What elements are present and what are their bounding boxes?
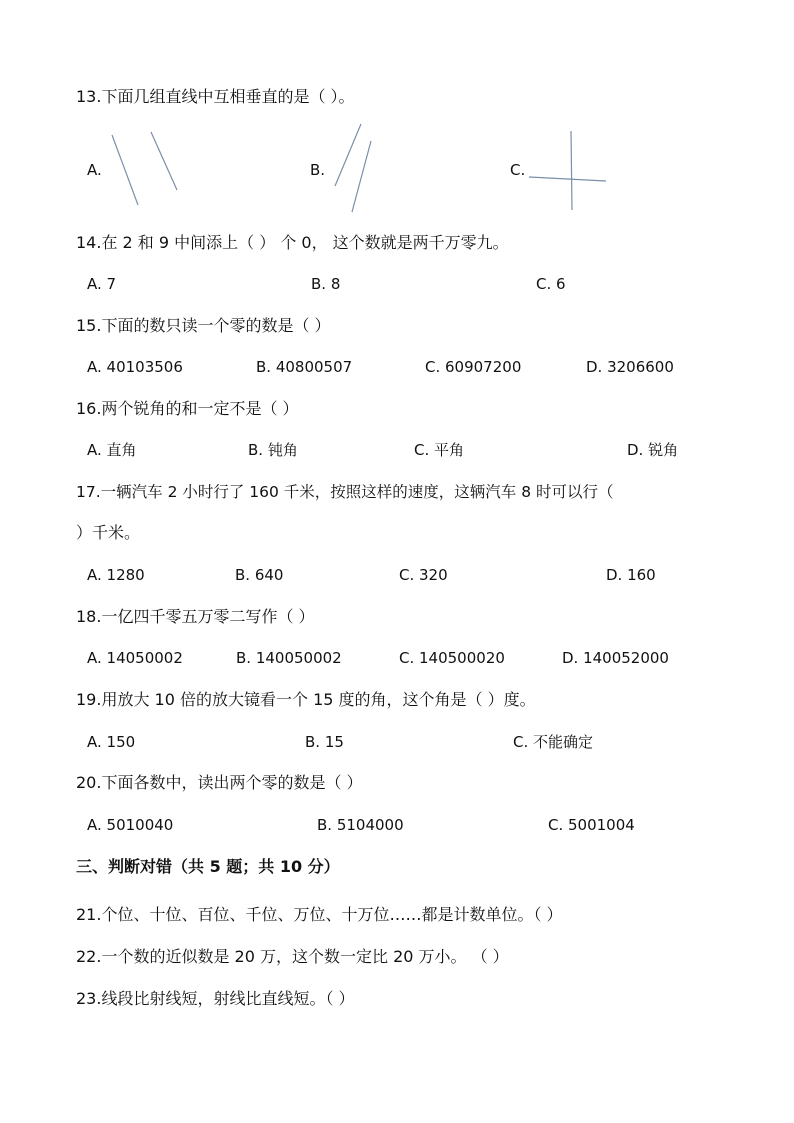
question-20-option-b: B. 5104000	[317, 816, 404, 834]
question-14-option-a: A. 7	[87, 275, 117, 293]
question-16-option-b: B. 钝角	[248, 441, 298, 459]
question-19-option-b: B. 15	[305, 733, 344, 751]
question-20-text: 20.下面各数中，读出两个零的数是（ ）	[76, 773, 363, 792]
question-13-text: 13.下面几组直线中互相垂直的是（ ）。	[76, 87, 355, 106]
question-14-option-c: C. 6	[536, 275, 566, 293]
question-13-option-b: B.	[310, 161, 326, 179]
question-18-option-c: C. 140500020	[399, 649, 505, 667]
judgment-21-text: 21.个位、十位、百位、千位、万位、十万位……都是计数单位。（ ）	[76, 905, 563, 924]
question-17-option-a: A. 1280	[87, 566, 145, 584]
question-18-text: 18.一亿四千零五万零二写作（ ）	[76, 607, 315, 626]
question-15-option-b: B. 40800507	[256, 358, 353, 376]
question-17-option-c: C. 320	[399, 566, 448, 584]
judgment-23-text: 23.线段比射线短，射线比直线短。（ ）	[76, 989, 355, 1008]
question-20-option-a: A. 5010040	[87, 816, 174, 834]
parallel-lines-figure-a	[105, 125, 185, 210]
question-19-option-a: A. 150	[87, 733, 136, 751]
question-19-text: 19.用放大 10 倍的放大镜看一个 15 度的角，这个角是（ ）度。	[76, 690, 536, 709]
question-16-text: 16.两个锐角的和一定不是（ ）	[76, 399, 299, 418]
question-15-option-c: C. 60907200	[425, 358, 522, 376]
perpendicular-lines-figure-c	[525, 125, 615, 215]
question-13-option-c: C.	[510, 161, 526, 179]
question-18-option-b: B. 140050002	[236, 649, 342, 667]
question-17-option-d: D. 160	[606, 566, 656, 584]
question-18-option-a: A. 14050002	[87, 649, 183, 667]
question-20-option-c: C. 5001004	[548, 816, 635, 834]
question-14-option-b: B. 8	[311, 275, 341, 293]
judgment-22-text: 22.一个数的近似数是 20 万，这个数一定比 20 万小。 （ ）	[76, 947, 509, 966]
question-16-option-d: D. 锐角	[627, 441, 679, 459]
question-16-option-c: C. 平角	[414, 441, 465, 459]
question-15-text: 15.下面的数只读一个零的数是（ ）	[76, 316, 331, 335]
question-16-option-a: A. 直角	[87, 441, 137, 459]
question-14-text: 14.在 2 和 9 中间添上（ ） 个 0， 这个数就是两千万零九。	[76, 233, 509, 252]
question-17-option-b: B. 640	[235, 566, 284, 584]
parallel-lines-figure-b	[330, 120, 380, 220]
question-17-text: 17.一辆汽车 2 小时行了 160 千米，按照这样的速度，这辆汽车 8 时可以行（	[76, 483, 614, 501]
question-13-option-a: A.	[87, 161, 102, 179]
question-15-option-d: D. 3206600	[586, 358, 674, 376]
section-3-title: 三、判断对错（共 5 题；共 10 分）	[76, 857, 340, 876]
question-15-option-a: A. 40103506	[87, 358, 183, 376]
question-17-text-continued: ）千米。	[76, 523, 141, 542]
question-19-option-c: C. 不能确定	[513, 733, 594, 751]
question-18-option-d: D. 140052000	[562, 649, 669, 667]
